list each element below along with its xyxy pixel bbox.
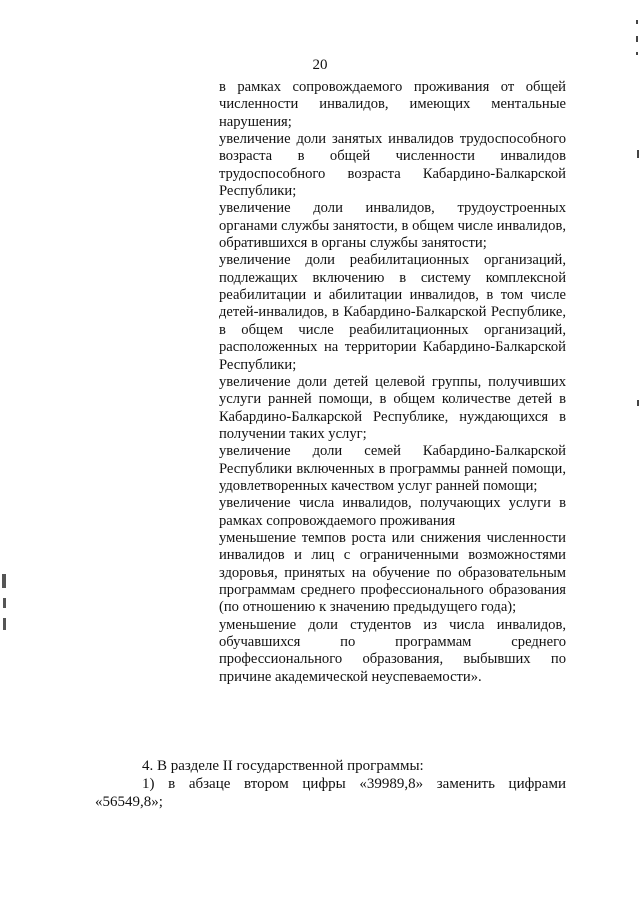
scan-artifact-right-2 (636, 36, 638, 42)
indicator-item: уменьшение доли студентов из числа инвалидов, обучавшихся по программам среднего профессионального образования, выбывших по причине академической неуспеваемости». (219, 616, 566, 685)
section-4-heading: 4. В разделе II государственной программы: (142, 758, 424, 774)
scan-artifact-left-3 (3, 618, 6, 630)
scan-artifact-right-3 (636, 52, 638, 55)
indicator-item: увеличение доли семей Кабардино-Балкарской Республики включенных в программы ранней помощи, удовлетворенных качеством услуг ранней помощи; (219, 443, 566, 494)
scan-artifact-left-2 (3, 598, 6, 608)
indicator-item: увеличение доли реабилитационных организаций, подлежащих включению в систему комплексной реабилитации и абилитации инвалидов, в том числе детей-инвалидов, в Кабардино-Балкарской Республике, в общем числе реабилитационных организаций, расположенных на территории Кабардино-Балкарской Республики; (219, 252, 566, 373)
section-4-item-1: 1) в абзаце втором цифры «39989,8» заменить цифрами «56549,8»; (95, 776, 566, 810)
scan-artifact-right-1 (636, 20, 638, 24)
scan-artifact-right-4 (637, 150, 639, 158)
indicator-item: уменьшение темпов роста или снижения численности инвалидов и лиц с ограниченными возможностями здоровья, принятых на обучение по образовательным программам среднего профессионального образования (по отношению к значению предыдущего года); (219, 529, 566, 616)
scan-artifact-right-5 (637, 400, 639, 406)
scan-artifact-left-1 (2, 574, 6, 588)
indicator-list (219, 79, 566, 686)
indicator-item: увеличение доли детей целевой группы, получивших услуги ранней помощи, в общем количестве детей в Кабардино-Балкарской Республике, нуждающихся в получении таких услуг; (219, 373, 566, 442)
page-number: 20 (312, 57, 328, 73)
indicator-item: в рамках сопровождаемого проживания от общей численности инвалидов, имеющих ментальные нарушения; (219, 79, 566, 130)
indicator-item: увеличение числа инвалидов, получающих услуги в рамках сопровождаемого проживания (219, 495, 566, 529)
indicator-item: увеличение доли занятых инвалидов трудоспособного возраста в общей численности инвалидов трудоспособного возраста Кабардино-Балкарской Республики; (219, 131, 566, 200)
indicator-item: увеличение доли инвалидов, трудоустроенных органами службы занятости, в общем числе инвалидов, обратившихся в органы службы занятости; (219, 200, 566, 252)
